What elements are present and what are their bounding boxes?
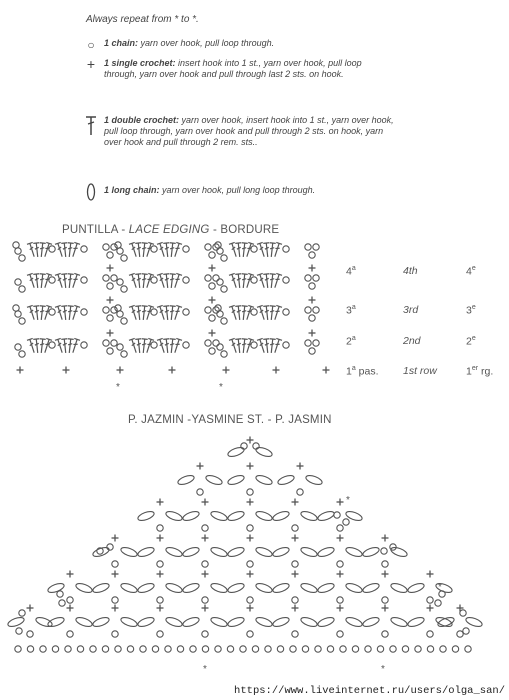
legend-header: Always repeat from * to *. bbox=[86, 14, 199, 25]
chain-stitch bbox=[67, 631, 73, 637]
chain-stitch bbox=[227, 646, 233, 652]
chain-stitch bbox=[382, 597, 388, 603]
single-crochet-stitch bbox=[337, 571, 344, 578]
long-chain-stitch bbox=[390, 546, 408, 559]
long-chain-stitch bbox=[255, 474, 273, 487]
long-chain-stitch bbox=[272, 616, 290, 629]
chain-stitch bbox=[277, 646, 283, 652]
single-crochet-stitch bbox=[247, 499, 254, 506]
long-chain-stitch bbox=[227, 510, 245, 523]
lace-edging-title: PUNTILLA - LACE EDGING - BORDURE bbox=[62, 224, 280, 236]
chain-stitch bbox=[247, 631, 253, 637]
single-crochet-stitch bbox=[247, 605, 254, 612]
chain-stitch bbox=[252, 646, 258, 652]
single-crochet-stitch bbox=[202, 605, 209, 612]
long-chain-stitch bbox=[210, 510, 228, 523]
chain-stitch bbox=[140, 646, 146, 652]
single-crochet-stitch bbox=[382, 535, 389, 542]
legend-sc-name: 1 single crochet: bbox=[104, 58, 176, 68]
row-label-fr-1: 1er rg. bbox=[466, 365, 494, 378]
single-crochet-stitch bbox=[157, 535, 164, 542]
chain-stitch bbox=[340, 646, 346, 652]
long-chain-stitch bbox=[7, 616, 25, 629]
long-chain-stitch bbox=[227, 546, 245, 559]
chain-stitch bbox=[202, 561, 208, 567]
chain-stitch bbox=[343, 519, 349, 525]
long-chain-stitch bbox=[137, 582, 155, 595]
long-chain-stitch bbox=[255, 446, 273, 459]
single-crochet-symbol-icon: + bbox=[86, 56, 96, 72]
chain-stitch bbox=[452, 646, 458, 652]
chain-stitch bbox=[292, 561, 298, 567]
chain-stitch bbox=[337, 525, 343, 531]
single-crochet-stitch bbox=[457, 605, 464, 612]
chain-stitch bbox=[202, 646, 208, 652]
single-crochet-stitch bbox=[427, 571, 434, 578]
single-crochet-stitch bbox=[337, 499, 344, 506]
single-crochet-stitch bbox=[27, 605, 34, 612]
single-crochet-stitch bbox=[112, 605, 119, 612]
long-chain-stitch bbox=[390, 616, 408, 629]
chain-stitch bbox=[190, 646, 196, 652]
long-chain-stitch bbox=[255, 510, 273, 523]
chain-stitch bbox=[127, 646, 133, 652]
chain-stitch bbox=[290, 646, 296, 652]
long-chain-stitch bbox=[182, 510, 200, 523]
long-chain-stitch bbox=[210, 546, 228, 559]
chain-stitch bbox=[427, 646, 433, 652]
long-chain-stitch bbox=[407, 616, 425, 629]
long-chain-stitch bbox=[300, 546, 318, 559]
chain-stitch bbox=[352, 646, 358, 652]
chain-stitch bbox=[460, 610, 466, 616]
chain-stitch bbox=[27, 631, 33, 637]
row-label-en-1: 1st row bbox=[403, 365, 437, 377]
long-chain-stitch bbox=[407, 582, 425, 595]
chain-stitch bbox=[202, 597, 208, 603]
chain-stitch bbox=[390, 646, 396, 652]
long-chain-stitch bbox=[317, 616, 335, 629]
chain-stitch bbox=[157, 597, 163, 603]
long-chain-stitch bbox=[272, 510, 290, 523]
chain-stitch bbox=[157, 631, 163, 637]
chain-stitch bbox=[265, 646, 271, 652]
chain-stitch bbox=[59, 600, 65, 606]
chain-stitch bbox=[15, 646, 21, 652]
chain-stitch bbox=[16, 628, 22, 634]
single-crochet-stitch bbox=[67, 605, 74, 612]
chain-stitch bbox=[337, 631, 343, 637]
repeat-marker: * bbox=[203, 664, 207, 675]
chain-stitch bbox=[112, 561, 118, 567]
row-label-es-2: 2$^a$ bbox=[346, 335, 356, 348]
single-crochet-stitch bbox=[247, 571, 254, 578]
long-chain-stitch bbox=[300, 582, 318, 595]
chain-stitch bbox=[52, 646, 58, 652]
long-chain-stitch bbox=[362, 582, 380, 595]
chain-stitch bbox=[365, 646, 371, 652]
single-crochet-stitch bbox=[292, 605, 299, 612]
long-chain-stitch bbox=[75, 616, 93, 629]
long-chain-stitch bbox=[317, 582, 335, 595]
chain-stitch bbox=[457, 631, 463, 637]
long-chain-stitch bbox=[120, 546, 138, 559]
chain-stitch bbox=[27, 646, 33, 652]
single-crochet-stitch bbox=[247, 535, 254, 542]
long-chain-stitch bbox=[255, 616, 273, 629]
row-label-en-2: 2nd bbox=[403, 335, 421, 347]
long-chain-stitch bbox=[177, 474, 195, 487]
chain-stitch bbox=[177, 646, 183, 652]
chain-stitch bbox=[40, 646, 46, 652]
repeat-marker: * bbox=[438, 582, 442, 593]
long-chain-stitch bbox=[137, 616, 155, 629]
chain-symbol-icon: ○ bbox=[87, 38, 95, 52]
chain-stitch bbox=[152, 646, 158, 652]
chain-stitch bbox=[215, 646, 221, 652]
single-crochet-stitch bbox=[202, 571, 209, 578]
chain-stitch bbox=[197, 489, 203, 495]
single-crochet-stitch bbox=[247, 463, 254, 470]
row-label-es-1: 1$^a$ pas. bbox=[346, 365, 379, 378]
chain-stitch bbox=[440, 646, 446, 652]
long-chain-stitch bbox=[345, 582, 363, 595]
chain-stitch bbox=[67, 597, 73, 603]
chain-stitch bbox=[337, 561, 343, 567]
chain-stitch bbox=[302, 646, 308, 652]
chain-stitch bbox=[315, 646, 321, 652]
chain-stitch bbox=[112, 631, 118, 637]
repeat-marker: * bbox=[381, 664, 385, 675]
chain-stitch bbox=[107, 544, 113, 550]
repeat-marker: * bbox=[346, 495, 350, 506]
long-chain-stitch bbox=[227, 474, 245, 487]
chain-stitch bbox=[115, 646, 121, 652]
row-label-fr-2: 2e bbox=[466, 335, 476, 348]
long-chain-stitch bbox=[317, 510, 335, 523]
long-chain-stitch bbox=[120, 582, 138, 595]
single-crochet-stitch bbox=[427, 605, 434, 612]
chain-stitch bbox=[157, 525, 163, 531]
chain-stitch bbox=[465, 646, 471, 652]
single-crochet-stitch bbox=[202, 535, 209, 542]
chain-stitch bbox=[415, 646, 421, 652]
repeat-marker: * bbox=[219, 382, 223, 393]
chain-stitch bbox=[427, 597, 433, 603]
long-chain-stitch bbox=[137, 510, 155, 523]
long-chain-stitch bbox=[75, 582, 93, 595]
chain-stitch bbox=[435, 600, 441, 606]
single-crochet-stitch bbox=[382, 605, 389, 612]
single-crochet-stitch bbox=[292, 499, 299, 506]
chain-stitch bbox=[463, 628, 469, 634]
single-crochet-stitch bbox=[337, 535, 344, 542]
single-crochet-stitch bbox=[112, 535, 119, 542]
row-label-en-3: 3rd bbox=[403, 304, 419, 316]
long-chain-stitch bbox=[305, 474, 323, 487]
legend-lc-name: 1 long chain: bbox=[104, 185, 160, 195]
legend-dc-name: 1 double crochet: bbox=[104, 115, 180, 125]
single-crochet-stitch bbox=[202, 499, 209, 506]
chain-stitch bbox=[334, 512, 340, 518]
long-chain-stitch bbox=[362, 546, 380, 559]
chain-stitch bbox=[247, 525, 253, 531]
chain-stitch bbox=[382, 631, 388, 637]
long-chain-stitch bbox=[227, 616, 245, 629]
single-crochet-stitch bbox=[292, 571, 299, 578]
long-chain-stitch bbox=[255, 582, 273, 595]
long-chain-stitch bbox=[165, 510, 183, 523]
long-chain-stitch bbox=[47, 616, 65, 629]
chain-stitch bbox=[381, 548, 387, 554]
long-chain-stitch bbox=[345, 510, 363, 523]
long-chain-stitch bbox=[210, 616, 228, 629]
chain-stitch bbox=[202, 525, 208, 531]
jasmine-stitch-title: P. JAZMIN -YASMINE ST. - P. JASMIN bbox=[128, 414, 332, 426]
legend-dc-desc: yarn over hook, insert hook into 1 st., yarn over hook, pull loop through, yarn over hook and pull through 2 sts. on hook, yarn over hook and pull through 2 rem. sts.. bbox=[104, 115, 394, 147]
long-chain-stitch bbox=[92, 582, 110, 595]
long-chain-stitch bbox=[300, 510, 318, 523]
chain-stitch bbox=[65, 646, 71, 652]
long-chain-stitch bbox=[317, 546, 335, 559]
chain-stitch bbox=[402, 646, 408, 652]
chain-stitch bbox=[427, 631, 433, 637]
legend-lc-desc: yarn over hook, pull long loop through. bbox=[162, 185, 316, 195]
chain-stitch bbox=[202, 631, 208, 637]
chain-stitch bbox=[292, 525, 298, 531]
long-chain-stitch bbox=[205, 474, 223, 487]
single-crochet-stitch bbox=[157, 571, 164, 578]
chain-stitch bbox=[165, 646, 171, 652]
legend-chain-name: 1 chain: bbox=[104, 38, 139, 48]
single-crochet-stitch bbox=[67, 571, 74, 578]
chain-stitch bbox=[327, 646, 333, 652]
chain-stitch bbox=[247, 561, 253, 567]
single-crochet-stitch bbox=[247, 437, 254, 444]
chain-stitch bbox=[247, 597, 253, 603]
long-chain-stitch bbox=[272, 546, 290, 559]
chain-stitch bbox=[19, 610, 25, 616]
single-crochet-stitch bbox=[292, 535, 299, 542]
long-chain-stitch bbox=[465, 616, 483, 629]
long-chain-stitch bbox=[390, 582, 408, 595]
single-crochet-stitch bbox=[337, 605, 344, 612]
row-label-es-3: 3$^a$ bbox=[346, 304, 356, 317]
chain-stitch bbox=[337, 597, 343, 603]
long-chain-stitch bbox=[137, 546, 155, 559]
chain-stitch bbox=[292, 631, 298, 637]
long-chain-stitch bbox=[182, 582, 200, 595]
long-chain-stitch bbox=[362, 616, 380, 629]
long-chain-stitch bbox=[182, 616, 200, 629]
repeat-marker: * bbox=[116, 382, 120, 393]
long-chain-stitch bbox=[182, 546, 200, 559]
chain-stitch bbox=[157, 561, 163, 567]
chain-stitch bbox=[90, 646, 96, 652]
chain-stitch bbox=[77, 646, 83, 652]
long-chain-stitch bbox=[300, 616, 318, 629]
long-chain-stitch bbox=[345, 546, 363, 559]
long-chain-stitch bbox=[92, 616, 110, 629]
single-crochet-stitch bbox=[197, 463, 204, 470]
long-chain-stitch bbox=[165, 546, 183, 559]
single-crochet-stitch bbox=[157, 605, 164, 612]
long-chain-stitch bbox=[277, 474, 295, 487]
row-label-fr-4: 4e bbox=[466, 265, 476, 278]
single-crochet-stitch bbox=[297, 463, 304, 470]
chain-stitch bbox=[102, 646, 108, 652]
row-label-es-4: 4$^a$ bbox=[346, 265, 356, 278]
chain-stitch bbox=[292, 597, 298, 603]
long-chain-stitch bbox=[227, 582, 245, 595]
long-chain-stitch bbox=[120, 616, 138, 629]
chain-stitch bbox=[57, 591, 63, 597]
row-label-en-4: 4th bbox=[403, 265, 418, 277]
row-label-fr-3: 3e bbox=[466, 304, 476, 317]
long-chain-stitch bbox=[165, 616, 183, 629]
chain-stitch bbox=[382, 561, 388, 567]
legend-chain-desc: yarn over hook, pull loop through. bbox=[140, 38, 275, 48]
long-chain-stitch bbox=[272, 582, 290, 595]
long-chain-stitch bbox=[210, 582, 228, 595]
chain-stitch bbox=[297, 489, 303, 495]
single-crochet-stitch bbox=[157, 499, 164, 506]
chain-stitch bbox=[240, 646, 246, 652]
long-chain-stitch bbox=[165, 582, 183, 595]
source-url: https://www.liveinternet.ru/users/olga_san/ bbox=[234, 685, 505, 697]
chain-stitch bbox=[247, 489, 253, 495]
long-chain-stitch bbox=[345, 616, 363, 629]
chain-stitch bbox=[377, 646, 383, 652]
long-chain-stitch bbox=[227, 446, 245, 459]
single-crochet-stitch bbox=[382, 571, 389, 578]
single-crochet-stitch bbox=[112, 571, 119, 578]
legend-sc-desc: insert hook into 1 st., yarn over hook, pull loop through, yarn over hook and pull through last 2 sts. on hook. bbox=[104, 58, 362, 79]
chain-stitch bbox=[112, 597, 118, 603]
long-chain-stitch bbox=[255, 546, 273, 559]
